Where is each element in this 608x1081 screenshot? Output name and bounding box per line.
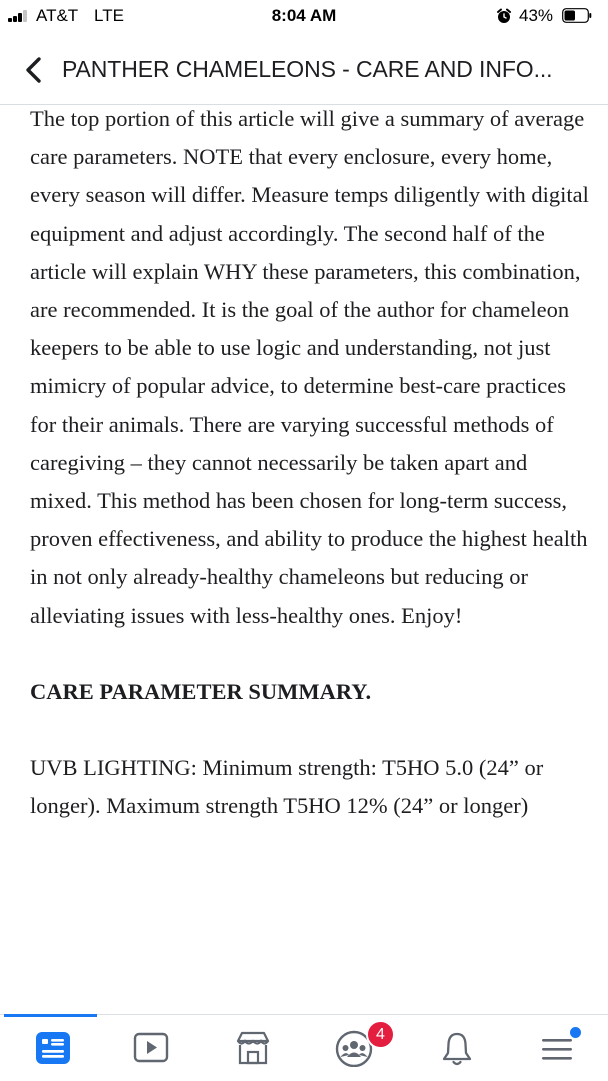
- bottom-tab-bar: [0, 1014, 608, 1081]
- article-intro-paragraph: The top portion of this article will give a summary of average care parameters. NOTE that every enclosure, every home, every season will differ. Measure temps diligently with digital equipment and adjust accordingly. The second half of the article will explain WHY these parameters, this combination, are recommended. It is the goal of the author for chameleon keepers to be able to use logic and understanding, not just mimicry of popular advice, to determine best-care practices for their animals. There are varying successful methods of caregiving – they cannot necessarily be taken apart and mixed. This method has been chosen for long-term success, proven effectiveness, and ability to produce the highest health in not only already-healthy chameleons but reducing or alleviating issues with less-healthy ones. Enjoy!: [30, 106, 589, 628]
- tab-notifications[interactable]: [438, 1029, 482, 1069]
- network-type: LTE: [94, 6, 124, 25]
- marketplace-icon: [234, 1029, 272, 1067]
- article-body: [30, 100, 590, 825]
- status-time: 8:04 AM: [271, 6, 337, 25]
- uvb-lighting-paragraph: UVB LIGHTING: Minimum strength: T5HO 5.0 (24” or longer). Maximum strength T5HO 12% (24” or longer): [30, 755, 544, 819]
- watch-icon: [132, 1029, 170, 1067]
- news-feed-icon: [34, 1029, 72, 1067]
- groups-notification-badge: 4: [366, 1020, 395, 1049]
- article-header: [0, 42, 608, 105]
- tab-watch[interactable]: [132, 1029, 176, 1069]
- back-arrow-icon[interactable]: [22, 56, 44, 84]
- alarm-clock-icon: [496, 8, 512, 24]
- tab-marketplace[interactable]: [234, 1029, 278, 1069]
- section-heading: CARE PARAMETER SUMMARY.: [30, 678, 372, 704]
- active-tab-indicator: [4, 1014, 97, 1017]
- page-title: PANTHER CHAMELEONS - CARE AND INFO...: [62, 56, 553, 82]
- tab-news-feed[interactable]: [34, 1029, 78, 1069]
- battery-icon: [562, 8, 592, 23]
- carrier-name: AT&T: [36, 6, 79, 25]
- menu-notification-dot: [568, 1025, 583, 1040]
- notifications-icon: [438, 1029, 476, 1067]
- battery-percent: 43%: [519, 6, 554, 25]
- status-bar: [0, 0, 608, 34]
